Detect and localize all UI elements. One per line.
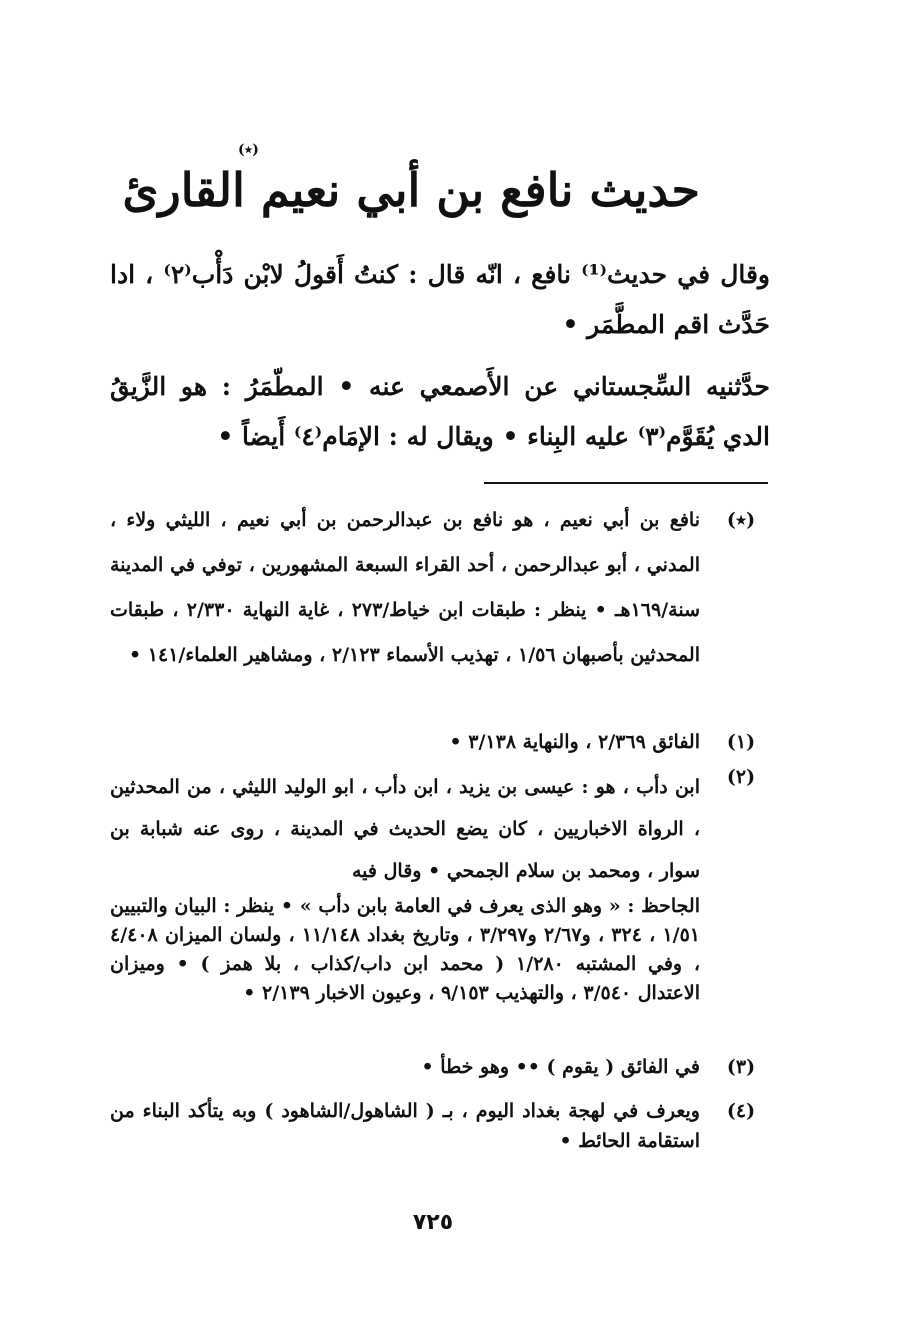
footnote-mark: (٤) <box>726 1100 756 1122</box>
chapter-title-block <box>122 140 700 240</box>
footnote-mark: (٢) <box>726 766 756 788</box>
footnote-3 <box>110 1052 770 1082</box>
footnote-star <box>110 498 770 678</box>
footnote-divider <box>484 482 768 484</box>
main-paragraph-2: حدَّثنيه السِّجستاني عن الأَصمعي عنه • المطّمَرُ : هو الزَّيقُ الدي يُقَوَّم⁽٣⁾ عليه البِناء • ويقال له : الإمَام⁽٤⁾ أَيضاً • <box>110 372 770 451</box>
footnote-4 <box>110 1096 770 1156</box>
footnote-text: ابن دأب ، هو : عيسى بن يزيد ، ابن دأب ، ابو الوليد الليثي ، من المحدثين ، الرواة الاخباريين ، كان يضع الحديث في المدينة ، روى عنه شبابة بن سوار ، ومحمد بن سلام الجمحي • وقال فيه <box>110 776 700 882</box>
title-footnote-mark: (٭) <box>238 142 259 158</box>
main-paragraph-1: وقال في حديث⁽¹⁾ نافع ، انّه قال : كنتُ أَقولُ لابْن دَأْب⁽٢⁾ ، ادا حَدَّث اقم المطَّمَر • <box>110 260 770 339</box>
footnote-text: ويعرف في لهجة بغداد اليوم ، بـ ( الشاهول/الشاهود ) وبه يتأكد البناء من استقامة الحائط • <box>110 1100 700 1152</box>
chapter-title: حديث نافع بن أبي نعيم القارئ <box>122 163 700 217</box>
footnote-mark: (٣) <box>726 1056 756 1078</box>
footnote-mark: (٭) <box>726 509 756 531</box>
footnote-text-continued: الجاحظ : « وهو الذى يعرف في العامة بابن دأب » • ينظر : البيان والتبيين ١/٥١ ، ٣٢٤ ، و٢/٦٧ و٣/٢٩٧ ، وتاريخ بغداد ١١/١٤٨ ، ولسان الميزان ٤/٤٠٨ ، وفي المشتبه ١/٢٨٠ ( محمد ابن داب/كذاب ، بلا همز ) • وميزان الاعتدال ٣/٥٤٠ ، والتهذيب ٩/١٥٣ ، وعيون الاخبار ٢/١٣٩ • <box>110 895 701 1004</box>
footnote-text: الفائق ٢/٣٦٩ ، والنهاية ٣/١٣٨ • <box>449 731 700 753</box>
footnote-text: نافع بن أبي نعيم ، هو نافع بن عبدالرحمن بن أبي نعيم ، الليثي ولاء ، المدني ، أبو عبدالرحمن ، أحد القراء السبعة المشهورين ، توفي في المدينة سنة/١٦٩هـ • ينظر : طبقات ابن خياط/٢٧٣ ، غاية النهاية ٢/٣٣٠ ، طبقات المحدثين بأصبهان ١/٥٦ ، تهذيب الأسماء ٢/١٢٣ ، ومشاهير العلماء/١٤١ • <box>110 509 700 666</box>
footnote-mark: (١) <box>726 731 756 753</box>
footnote-text: في الفائق ( يقوم ) •• وهو خطأ • <box>421 1056 700 1078</box>
footnote-2 <box>110 766 770 1008</box>
footnote-1 <box>110 727 770 757</box>
page-number: ٧٢٥ <box>412 1210 454 1235</box>
